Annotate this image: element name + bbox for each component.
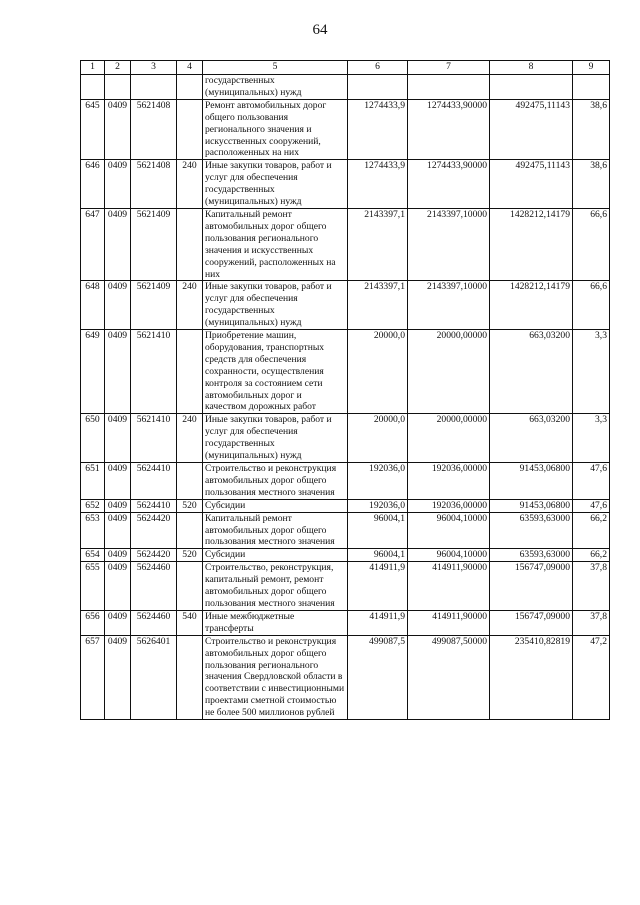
- execution-percent-cell: 37,8: [573, 562, 610, 611]
- expense-type-cell: [177, 463, 203, 500]
- item-name-cell: Приобретение машин, оборудования, транспортных средств для обеспечения сохранности, осуществления контроля за состоянием сети автомобильных дорог и качеством дорожных работ: [203, 330, 348, 414]
- executed-amount-cell: 663,03200: [490, 330, 573, 414]
- expense-type-cell: 240: [177, 160, 203, 209]
- item-name-cell: Субсидии: [203, 499, 348, 512]
- planned-amount-cell: 414911,9: [348, 610, 408, 635]
- planned-amount-cell: 96004,1: [348, 512, 408, 549]
- item-name-cell: Капитальный ремонт автомобильных дорог общего пользования регионального значения и искусственных сооружений, расположенных на них: [203, 208, 348, 280]
- execution-percent-cell: 38,6: [573, 99, 610, 160]
- row-number-cell: 647: [81, 208, 105, 280]
- execution-percent-cell: 66,6: [573, 281, 610, 330]
- planned-amount-cell: 192036,0: [348, 499, 408, 512]
- execution-percent-cell: 47,2: [573, 635, 610, 719]
- table-header-row: [81, 61, 610, 75]
- section-code-cell: 0409: [105, 549, 131, 562]
- approved-amount-cell: 1274433,90000: [408, 160, 490, 209]
- section-code-cell: 0409: [105, 160, 131, 209]
- target-code-cell: 5621408: [131, 160, 177, 209]
- column-header-4: 4: [177, 61, 203, 75]
- planned-amount-cell: 2143397,1: [348, 208, 408, 280]
- row-number-cell: 650: [81, 414, 105, 463]
- approved-amount-cell: 414911,90000: [408, 610, 490, 635]
- executed-amount-cell: 156747,09000: [490, 610, 573, 635]
- planned-amount-cell: 20000,0: [348, 330, 408, 414]
- target-code-cell: [131, 75, 177, 100]
- row-number-cell: 656: [81, 610, 105, 635]
- target-code-cell: 5624460: [131, 562, 177, 611]
- expense-type-cell: 540: [177, 610, 203, 635]
- target-code-cell: 5621410: [131, 414, 177, 463]
- executed-amount-cell: 1428212,14179: [490, 208, 573, 280]
- table-row: [81, 208, 610, 280]
- table-row: [81, 512, 610, 549]
- item-name-cell: Иные закупки товаров, работ и услуг для обеспечения государственных (муниципальных) нужд: [203, 160, 348, 209]
- executed-amount-cell: 1428212,14179: [490, 281, 573, 330]
- approved-amount-cell: 20000,00000: [408, 414, 490, 463]
- target-code-cell: 5624420: [131, 512, 177, 549]
- section-code-cell: 0409: [105, 512, 131, 549]
- approved-amount-cell: 499087,50000: [408, 635, 490, 719]
- executed-amount-cell: [490, 75, 573, 100]
- target-code-cell: 5624410: [131, 499, 177, 512]
- executed-amount-cell: 492475,11143: [490, 160, 573, 209]
- approved-amount-cell: 1274433,90000: [408, 99, 490, 160]
- table-row: [81, 549, 610, 562]
- executed-amount-cell: 91453,06800: [490, 499, 573, 512]
- approved-amount-cell: 2143397,10000: [408, 281, 490, 330]
- execution-percent-cell: 38,6: [573, 160, 610, 209]
- section-code-cell: 0409: [105, 562, 131, 611]
- expense-type-cell: [177, 208, 203, 280]
- execution-percent-cell: 3,3: [573, 330, 610, 414]
- expense-type-cell: [177, 562, 203, 611]
- row-number-cell: 657: [81, 635, 105, 719]
- section-code-cell: [105, 75, 131, 100]
- page-number: 64: [312, 22, 328, 38]
- item-name-cell: Строительство и реконструкция автомобильных дорог общего пользования местного значения: [203, 463, 348, 500]
- row-number-cell: 651: [81, 463, 105, 500]
- expense-type-cell: [177, 635, 203, 719]
- table-body: [81, 75, 610, 720]
- row-number-cell: [81, 75, 105, 100]
- approved-amount-cell: 96004,10000: [408, 512, 490, 549]
- section-code-cell: 0409: [105, 499, 131, 512]
- column-header-5: 5: [203, 61, 348, 75]
- executed-amount-cell: 235410,82819: [490, 635, 573, 719]
- target-code-cell: 5624410: [131, 463, 177, 500]
- execution-percent-cell: 66,2: [573, 512, 610, 549]
- target-code-cell: 5621409: [131, 281, 177, 330]
- section-code-cell: 0409: [105, 414, 131, 463]
- item-name-cell: Строительство, реконструкция, капитальный ремонт, ремонт автомобильных дорог общего пользования местного значения: [203, 562, 348, 611]
- approved-amount-cell: 192036,00000: [408, 499, 490, 512]
- section-code-cell: 0409: [105, 281, 131, 330]
- approved-amount-cell: 96004,10000: [408, 549, 490, 562]
- table-row: [81, 160, 610, 209]
- column-header-3: 3: [131, 61, 177, 75]
- planned-amount-cell: 1274433,9: [348, 99, 408, 160]
- execution-percent-cell: 3,3: [573, 414, 610, 463]
- table-row: [81, 610, 610, 635]
- execution-percent-cell: [573, 75, 610, 100]
- approved-amount-cell: 20000,00000: [408, 330, 490, 414]
- section-code-cell: 0409: [105, 99, 131, 160]
- table-row: [81, 99, 610, 160]
- item-name-cell: Иные закупки товаров, работ и услуг для обеспечения государственных (муниципальных) нужд: [203, 281, 348, 330]
- table-row: [81, 75, 610, 100]
- section-code-cell: 0409: [105, 610, 131, 635]
- item-name-cell: Строительство и реконструкция автомобильных дорог общего пользования регионального значения Свердловской области в соответствии с инвестиционными проектами сметной стоимостью не более 500 миллионов рублей: [203, 635, 348, 719]
- column-header-7: 7: [408, 61, 490, 75]
- section-code-cell: 0409: [105, 330, 131, 414]
- expense-type-cell: [177, 330, 203, 414]
- expense-type-cell: 240: [177, 414, 203, 463]
- column-header-9: 9: [573, 61, 610, 75]
- target-code-cell: 5624420: [131, 549, 177, 562]
- expense-type-cell: [177, 99, 203, 160]
- item-name-cell: Капитальный ремонт автомобильных дорог общего пользования местного значения: [203, 512, 348, 549]
- execution-percent-cell: 66,6: [573, 208, 610, 280]
- planned-amount-cell: 1274433,9: [348, 160, 408, 209]
- execution-percent-cell: 37,8: [573, 610, 610, 635]
- target-code-cell: 5621409: [131, 208, 177, 280]
- execution-percent-cell: 47,6: [573, 499, 610, 512]
- planned-amount-cell: 499087,5: [348, 635, 408, 719]
- column-header-1: 1: [81, 61, 105, 75]
- row-number-cell: 654: [81, 549, 105, 562]
- row-number-cell: 649: [81, 330, 105, 414]
- section-code-cell: 0409: [105, 463, 131, 500]
- budget-table: [80, 60, 610, 720]
- item-name-cell: Субсидии: [203, 549, 348, 562]
- executed-amount-cell: 63593,63000: [490, 549, 573, 562]
- column-header-6: 6: [348, 61, 408, 75]
- target-code-cell: 5624460: [131, 610, 177, 635]
- expense-type-cell: [177, 512, 203, 549]
- table-row: [81, 562, 610, 611]
- planned-amount-cell: 20000,0: [348, 414, 408, 463]
- executed-amount-cell: 91453,06800: [490, 463, 573, 500]
- planned-amount-cell: 96004,1: [348, 549, 408, 562]
- row-number-cell: 655: [81, 562, 105, 611]
- item-name-cell: Ремонт автомобильных дорог общего пользования регионального значения и искусственных сооружений, расположенных на них: [203, 99, 348, 160]
- item-name-cell: государственных (муниципальных) нужд: [203, 75, 348, 100]
- target-code-cell: 5621408: [131, 99, 177, 160]
- approved-amount-cell: 2143397,10000: [408, 208, 490, 280]
- section-code-cell: 0409: [105, 635, 131, 719]
- column-header-8: 8: [490, 61, 573, 75]
- planned-amount-cell: 2143397,1: [348, 281, 408, 330]
- approved-amount-cell: 192036,00000: [408, 463, 490, 500]
- item-name-cell: Иные закупки товаров, работ и услуг для обеспечения государственных (муниципальных) нужд: [203, 414, 348, 463]
- table-row: [81, 463, 610, 500]
- row-number-cell: 652: [81, 499, 105, 512]
- planned-amount-cell: 414911,9: [348, 562, 408, 611]
- table-row: [81, 635, 610, 719]
- row-number-cell: 646: [81, 160, 105, 209]
- expense-type-cell: 520: [177, 549, 203, 562]
- execution-percent-cell: 66,2: [573, 549, 610, 562]
- expense-type-cell: 240: [177, 281, 203, 330]
- table-row: [81, 499, 610, 512]
- executed-amount-cell: 63593,63000: [490, 512, 573, 549]
- approved-amount-cell: [408, 75, 490, 100]
- table-row: [81, 281, 610, 330]
- table-row: [81, 330, 610, 414]
- execution-percent-cell: 47,6: [573, 463, 610, 500]
- target-code-cell: 5621410: [131, 330, 177, 414]
- table-row: [81, 414, 610, 463]
- approved-amount-cell: 414911,90000: [408, 562, 490, 611]
- column-header-2: 2: [105, 61, 131, 75]
- section-code-cell: 0409: [105, 208, 131, 280]
- target-code-cell: 5626401: [131, 635, 177, 719]
- expense-type-cell: [177, 75, 203, 100]
- row-number-cell: 645: [81, 99, 105, 160]
- row-number-cell: 648: [81, 281, 105, 330]
- executed-amount-cell: 492475,11143: [490, 99, 573, 160]
- executed-amount-cell: 663,03200: [490, 414, 573, 463]
- expense-type-cell: 520: [177, 499, 203, 512]
- planned-amount-cell: [348, 75, 408, 100]
- row-number-cell: 653: [81, 512, 105, 549]
- executed-amount-cell: 156747,09000: [490, 562, 573, 611]
- planned-amount-cell: 192036,0: [348, 463, 408, 500]
- item-name-cell: Иные межбюджетные трансферты: [203, 610, 348, 635]
